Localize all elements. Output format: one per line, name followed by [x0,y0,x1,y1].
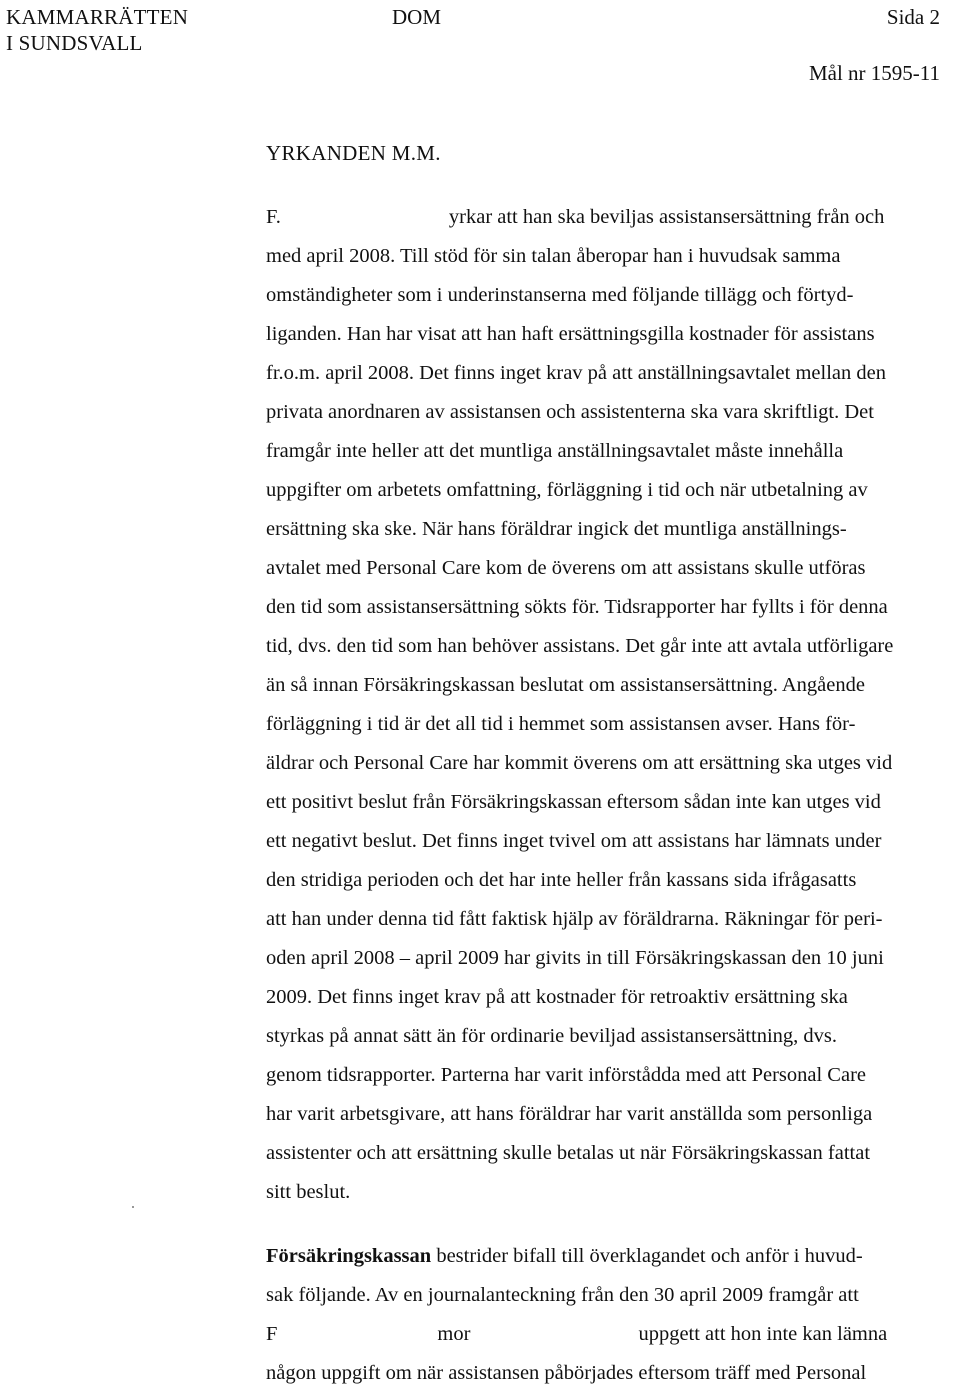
case-number: Mål nr 1595-11 [808,61,940,85]
text-line: tid, dvs. den tid som han behöver assistans. Det går inte att avtala utförligare [266,635,894,657]
document-type: DOM [392,5,442,29]
text-line: framgår inte heller att det muntliga anställningsavtalet måste innehålla [266,440,844,462]
court-name [6,4,188,56]
text-line: sitt beslut. [266,1181,351,1203]
text-line: ett negativt beslut. Det finns inget tvivel om att assistans har lämnats under [266,830,882,852]
text-line: den stridiga perioden och det har inte heller från kassans sida ifrågasatts [266,869,857,891]
text-line: ersättning ska ske. När hans föräldrar ingick det muntliga anställnings- [266,518,847,540]
paragraph-claims [266,198,956,1212]
text-line: förläggning i tid är det all tid i hemmet som assistansen avser. Hans för- [266,713,856,735]
text-line: avtalet med Personal Care kom de överens om att assistans skulle utföras [266,557,866,579]
text-line: liganden. Han har visat att han haft ersättningsgilla kostnader för assistans [266,323,875,345]
text-line: äldrar och Personal Care har kommit överens om att ersättning ska utges vid [266,752,893,774]
text-line: har varit arbetsgivare, att hans föräldrar har varit anställda som personliga [266,1103,873,1125]
party-initial: F. [266,206,281,228]
text-line: omständigheter som i underinstanserna med följande tillägg och förtyd- [266,284,854,306]
court-name-line1: KAMMARRÄTTEN [6,5,189,29]
text-line: assistenter och att ersättning skulle betalas ut när Försäkringskassan fattat [266,1142,871,1164]
text-line: någon uppgift om när assistansen påbörjades eftersom träff med Personal [266,1362,867,1384]
text-line: att han under denna tid fått faktisk hjälp av föräldrarna. Räkningar för peri- [266,908,883,930]
text-line: fr.o.m. april 2008. Det finns inget krav på att anställningsavtalet mellan den [266,362,886,384]
text-line: med april 2008. Till stöd för sin talan åberopar han i huvudsak samma [266,245,841,267]
text-line: genom tidsrapporter. Parterna har varit införstådda med att Personal Care [266,1064,866,1086]
court-name-line2: I SUNDSVALL [6,31,143,55]
first-line-text: yrkar att han ska beviljas assistansersättning från och [448,206,885,228]
text-fragment: mor [437,1323,471,1345]
scan-speck [132,1206,134,1208]
text-line: privata anordnaren av assistansen och assistenterna ska vara skriftligt. Det [266,401,874,423]
paragraph-first-line [266,1237,956,1276]
text-line: än så innan Försäkringskassan beslutat om assistansersättning. Angående [266,674,865,696]
text-line: uppgifter om arbetets omfattning, förläggning i tid och när utbetalning av [266,479,868,501]
section-heading: YRKANDEN M.M. [266,141,441,165]
text-line: sak följande. Av en journalanteckning från den 30 april 2009 framgår att [266,1284,859,1306]
paragraph-first-line [266,198,956,237]
party-initial: F [266,1323,278,1345]
text-line: den tid som assistansersättning sökts för. Tidsrapporter har fyllts i för denna [266,596,888,618]
first-line-text: bestrider bifall till överklagandet och anför i huvud- [431,1245,863,1267]
text-line [266,1315,956,1354]
text-line: ett positivt beslut från Försäkringskassan eftersom sådan inte kan utges vid [266,791,881,813]
text-line: styrkas på annat sätt än för ordinarie beviljad assistansersättning, dvs. [266,1025,838,1047]
paragraph-response [266,1237,956,1393]
page-number: Sida 2 [886,5,940,29]
party-name: Försäkringskassan [266,1245,432,1267]
text-line: 2009. Det finns inget krav på att kostnader för retroaktiv ersättning ska [266,986,848,1008]
text-fragment: uppgett att hon inte kan lämna [638,1323,888,1345]
text-line: oden april 2008 – april 2009 har givits in till Försäkringskassan den 10 juni [266,947,884,969]
